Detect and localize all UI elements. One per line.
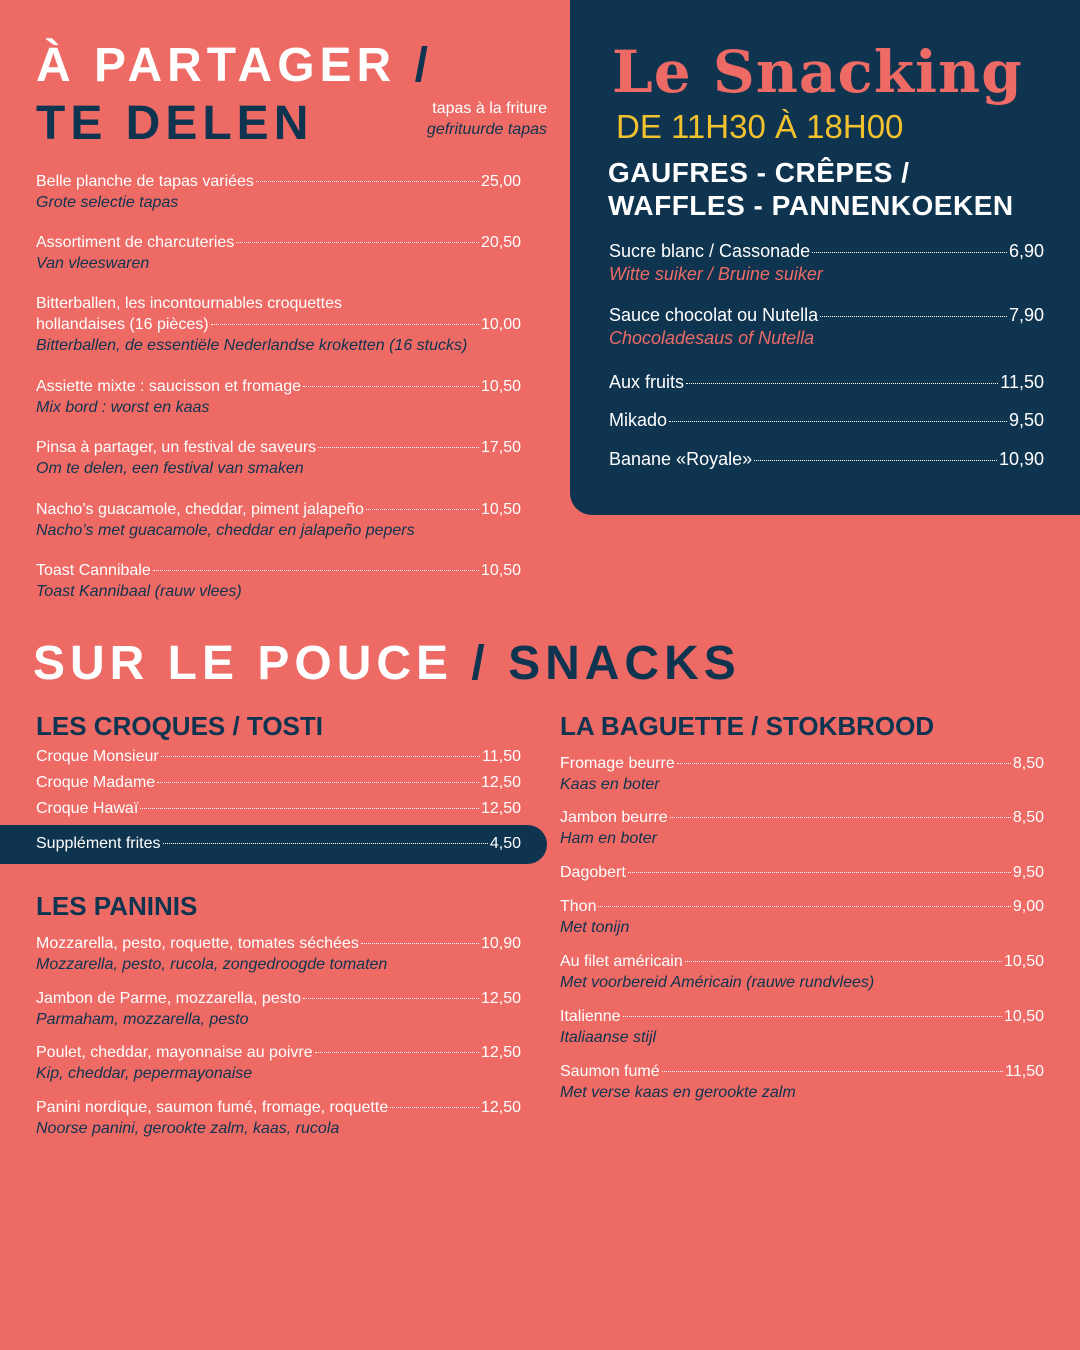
leader-dots [623,1016,1002,1017]
leader-dots [628,872,1011,873]
menu-item [609,409,1044,432]
item-name: Banane «Royale» [609,449,753,469]
item-name-line1: Bitterballen, les incontournables croquettes [36,295,342,312]
share-title [36,39,433,92]
snacks-title-part1: SUR LE POUCE [33,637,454,690]
menu-item [560,896,1044,938]
share-title-slash: / [414,39,433,92]
snacking-subtitle [608,156,1014,222]
item-price: 9,50 [1008,410,1044,430]
paninis-title: LES PANINIS [36,891,198,921]
item-price: 12,50 [480,1044,521,1061]
leader-dots [820,316,1007,317]
item-price: 10,00 [480,316,521,333]
item-price: 20,50 [480,234,521,251]
menu-item [560,1061,1044,1103]
share-title-line2: TE DELEN [36,97,314,150]
item-name: Jambon de Parme, mozzarella, pesto [36,990,302,1007]
item-translation: Met verse kaas en gerookte zalm [560,1084,796,1101]
item-translation: Italiaanse stijl [560,1029,657,1046]
menu-item [36,933,521,975]
item-price: 7,90 [1008,305,1044,325]
item-price: 9,00 [1012,898,1044,915]
menu-item [36,746,521,767]
item-translation: Mix bord : worst en kaas [36,399,210,416]
item-translation: Grote selectie tapas [36,194,179,211]
snacks-title-slash: / [471,637,490,690]
item-name: Thon [560,898,597,915]
baguette-title: LA BAGUETTE / STOKBROOD [560,711,935,741]
item-translation: Met tonijn [560,919,630,936]
item-price: 10,50 [1003,1008,1044,1025]
item-price: 6,90 [1008,241,1044,261]
share-title-line1: À PARTAGER [36,39,397,92]
item-name: Mikado [609,410,668,430]
item-name: hollandaises (16 pièces) [36,316,209,333]
menu-item [609,304,1044,350]
item-name: Mozzarella, pesto, roquette, tomates séchées [36,935,359,952]
leader-dots [685,961,1002,962]
menu-item [36,293,521,356]
item-name: Nacho’s guacamole, cheddar, piment jalapeño [36,501,364,518]
item-name: Italienne [560,1008,621,1025]
menu-item [560,862,1044,883]
leader-dots [163,843,488,844]
item-name: Sucre blanc / Cassonade [609,241,811,261]
item-price: 10,90 [480,935,521,952]
item-price: 12,50 [480,800,521,817]
snacks-title [33,637,741,690]
item-name: Croque Madame [36,774,156,791]
menu-item [36,1097,521,1139]
item-price: 11,50 [1000,372,1044,392]
leader-dots [318,447,479,448]
menu-item [36,376,521,418]
item-price: 8,50 [1012,755,1044,772]
item-name: Assortiment de charcuteries [36,234,235,251]
menu-item [609,240,1044,286]
item-translation: Nacho’s met guacamole, cheddar en jalapeño pepers [36,522,415,539]
leader-dots [812,252,1007,253]
item-price: 10,50 [1003,953,1044,970]
menu-item [36,798,521,819]
item-name: Sauce chocolat ou Nutella [609,305,819,325]
item-translation: Kaas en boter [560,776,660,793]
leader-dots [256,181,479,182]
snacks-title-part2: SNACKS [508,637,741,690]
menu-item [560,753,1044,795]
menu-item [560,951,1044,993]
snacking-subtitle-line2: WAFFLES - PANNENKOEKEN [608,190,1014,221]
item-name: Fromage beurre [560,755,675,772]
item-name: Panini nordique, saumon fumé, fromage, roquette [36,1099,389,1116]
leader-dots [161,756,480,757]
leader-dots [662,1071,1004,1072]
leader-dots [361,943,479,944]
item-translation: Ham en boter [560,830,657,847]
item-translation: Noorse panini, gerookte zalm, kaas, rucola [36,1120,340,1137]
item-translation: Met voorbereid Américain (rauwe rundvlees) [560,974,875,991]
item-name: Croque Hawaï [36,800,139,817]
menu-item [36,772,521,793]
item-price: 12,50 [480,774,521,791]
item-name: Jambon beurre [560,809,668,826]
item-name: Aux fruits [609,372,685,392]
snacking-title: Le Snacking [612,38,1023,106]
item-name: Dagobert [560,864,626,881]
leader-dots [686,383,998,384]
item-name: Poulet, cheddar, mayonnaise au poivre [36,1044,313,1061]
leader-dots [390,1107,479,1108]
item-translation: Om te delen, een festival van smaken [36,460,304,477]
share-note-translation: gefrituurde tapas [426,121,547,138]
leader-dots [315,1052,479,1053]
item-name: Toast Cannibale [36,562,151,579]
item-name: Au filet américain [560,953,683,970]
croques-title: LES CROQUES / TOSTI [36,711,324,741]
menu-item [36,499,521,541]
item-price: 11,50 [1005,1063,1044,1080]
menu-item [560,1006,1044,1048]
leader-dots [303,386,479,387]
snacking-panel [570,0,1080,515]
leader-dots [670,817,1011,818]
item-translation: Kip, cheddar, pepermayonaise [36,1065,253,1082]
item-translation: Witte suiker / Bruine suiker [609,264,823,284]
item-name: Croque Monsieur [36,748,159,765]
item-price: 8,50 [1012,809,1044,826]
supplement-item [36,833,521,854]
item-price: 10,50 [480,562,521,579]
leader-dots [366,509,479,510]
item-price: 17,50 [480,439,521,456]
menu-item [36,988,521,1030]
menu-item [36,232,521,274]
leader-dots [303,998,479,999]
item-translation: Toast Kannibaal (rauw vlees) [36,583,242,600]
share-note-text: tapas à la friture [432,100,547,117]
leader-dots [754,460,997,461]
item-name: Saumon fumé [560,1063,660,1080]
item-price: 9,50 [1012,864,1044,881]
item-price: 10,50 [480,378,521,395]
item-price: 10,90 [998,449,1044,469]
item-name: Assiette mixte : saucisson et fromage [36,378,301,395]
menu-item [36,1042,521,1084]
leader-dots [153,570,479,571]
item-name: Pinsa à partager, un festival de saveurs [36,439,317,456]
snacking-hours: DE 11H30 À 18H00 [616,108,904,145]
leader-dots [677,763,1011,764]
menu-item [36,437,521,479]
menu-item [36,560,521,602]
leader-dots [669,421,1007,422]
item-name: Supplément frites [36,835,161,852]
item-translation: Chocoladesaus of Nutella [609,328,815,348]
snacking-subtitle-line1: GAUFRES - CRÊPES / [608,157,910,188]
item-price: 10,50 [480,501,521,518]
leader-dots [211,324,479,325]
menu-item [609,448,1044,471]
item-price: 12,50 [480,1099,521,1116]
item-price: 4,50 [489,835,521,852]
leader-dots [157,782,479,783]
menu-item [36,171,521,213]
leader-dots [140,808,479,809]
item-price: 12,50 [480,990,521,1007]
item-price: 25,00 [480,173,521,190]
item-translation: Van vleeswaren [36,255,150,272]
item-price: 11,50 [482,748,521,765]
item-translation: Bitterballen, de essentiële Nederlandse kroketten (16 stucks) [36,337,468,354]
leader-dots [598,906,1010,907]
menu-item [560,807,1044,849]
leader-dots [236,242,479,243]
item-translation: Mozzarella, pesto, rucola, zongedroogde tomaten [36,956,388,973]
menu-item [609,371,1044,394]
item-name: Belle planche de tapas variées [36,173,254,190]
share-note [380,98,547,140]
item-translation: Parmaham, mozzarella, pesto [36,1011,249,1028]
